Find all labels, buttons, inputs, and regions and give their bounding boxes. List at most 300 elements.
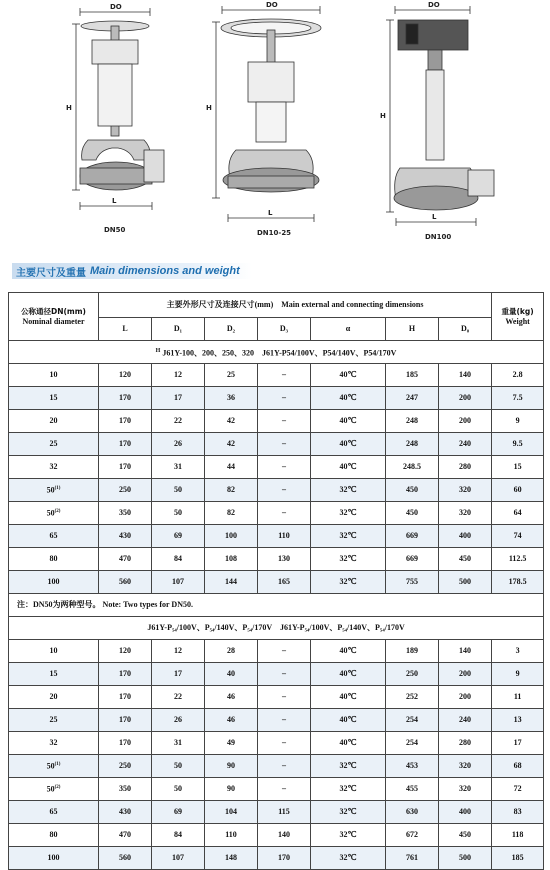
cell-value: 280 [459,462,472,471]
table-cell [99,801,152,824]
table-cell [9,502,99,525]
table-cell [99,525,152,548]
cell-value: 140 [459,646,472,655]
table-cell [439,456,492,479]
table-cell [492,663,544,686]
table-cell [311,456,386,479]
cell-value: 200 [459,692,472,701]
table-cell [9,571,99,594]
cell-value: 144 [225,577,237,586]
table-row [9,525,544,548]
cell-value: 630 [406,807,418,816]
table-row [9,801,544,824]
cell-value: 248 [406,439,418,448]
cell-footnote-mark: (1) [54,762,61,768]
table-row [9,364,544,387]
cell-value: – [282,646,286,655]
table-cell [205,709,258,732]
table-cell [152,732,205,755]
cell-value: 248.5 [403,462,421,471]
col-d2: D₂ [205,318,258,341]
table-cell [9,801,99,824]
table-row [9,732,544,755]
table-cell [152,502,205,525]
table-cell [205,364,258,387]
table-cell [152,686,205,709]
cell-value: 500 [459,577,472,586]
dim-do-label-3: DO [428,1,440,9]
table-cell [99,548,152,571]
table-cell [311,410,386,433]
table-cell [258,433,311,456]
cell-value: 254 [406,715,418,724]
cell-value: 90 [227,784,235,793]
cell-value: 17 [174,669,182,678]
table-cell [152,456,205,479]
table-cell [205,778,258,801]
table-cell [492,387,544,410]
drawing-dn10-25 [212,6,321,222]
cell-value: 430 [119,531,131,540]
cell-value: – [282,416,286,425]
table-cell [386,824,439,847]
cell-value: 240 [459,715,472,724]
table-cell [205,433,258,456]
cell-value: 178.5 [508,577,527,586]
cell-value: 65 [49,531,58,540]
table-cell [386,548,439,571]
cell-value: 669 [406,554,418,563]
table-cell [152,548,205,571]
cell-value: 120 [119,370,131,379]
table-cell [258,548,311,571]
table-cell [258,502,311,525]
cell-value: 64 [513,508,522,517]
table-cell [99,479,152,502]
table-cell [9,709,99,732]
table-cell [386,364,439,387]
table-cell [152,640,205,663]
cell-value: – [282,439,286,448]
table-cell [258,709,311,732]
table-cell [386,525,439,548]
table-cell [9,847,99,870]
col-d0: D₀ [439,318,492,341]
table-cell [99,686,152,709]
cell-value: – [282,370,286,379]
cell-value: – [282,761,286,770]
col-h: H [386,318,439,341]
table-cell [152,663,205,686]
cell-value: 50 [46,761,55,771]
table-cell [205,502,258,525]
table-cell [439,571,492,594]
table-cell [439,410,492,433]
cell-value: 15 [49,393,58,402]
cell-value: 82 [227,485,235,494]
cell-value: 3 [515,646,520,655]
section-title-bar [12,263,252,279]
table-row [9,778,544,801]
cell-value: 42 [227,439,235,448]
cell-value: – [282,485,286,494]
cell-value: 100 [225,531,237,540]
drawing-dn100 [386,6,494,226]
cell-value: 46 [227,692,235,701]
table-cell [311,824,386,847]
table-cell [492,686,544,709]
dim-h-label-2: H [206,104,212,112]
col-d1: D₁ [152,318,205,341]
table-cell [9,387,99,410]
table-cell [9,548,99,571]
table-cell [99,640,152,663]
cell-value: 672 [406,830,418,839]
table-cell [311,571,386,594]
table-row [9,410,544,433]
table-cell [311,686,386,709]
table-cell [492,525,544,548]
cell-value: 69 [174,531,182,540]
col-l: L [99,318,152,341]
cell-value: 50 [46,485,55,495]
cell-value: 450 [459,554,472,563]
table-row [9,433,544,456]
table-cell [205,755,258,778]
table-cell [9,433,99,456]
table-cell [311,364,386,387]
table-cell [152,824,205,847]
table-cell [311,709,386,732]
cell-value: 350 [119,508,131,517]
cell-value: 40℃ [339,393,357,402]
cell-value: 40℃ [339,669,357,678]
table-cell [492,732,544,755]
table-cell [439,732,492,755]
caption-dn50: DN50 [104,226,126,234]
cell-value: 20 [49,416,58,425]
table-row [9,709,544,732]
table-cell [99,709,152,732]
table-row [9,847,544,870]
table-cell [205,479,258,502]
cell-value: 669 [406,531,418,540]
cell-value: 49 [227,738,235,747]
cell-value: 118 [511,830,524,839]
table-cell [99,663,152,686]
cell-value: 40℃ [339,462,357,471]
cell-value: 32℃ [339,853,357,862]
table-cell [258,479,311,502]
cell-value: 400 [459,531,472,540]
caption-dn100: DN100 [425,233,452,241]
cell-value: 32℃ [339,784,357,793]
table-cell [258,663,311,686]
cell-value: 84 [174,830,182,839]
table-cell [152,433,205,456]
table-cell [492,847,544,870]
table-cell [311,732,386,755]
cell-value: 22 [174,416,182,425]
cell-value: 22 [174,692,182,701]
table-row [9,548,544,571]
weight-cn: 重量(kg) [501,306,534,316]
cell-value: 248 [406,416,418,425]
cell-value: 115 [278,807,290,816]
table-cell [99,824,152,847]
table-row [9,456,544,479]
cell-value: 32℃ [339,761,357,770]
table-cell [9,479,99,502]
cell-value: 107 [172,577,184,586]
cell-value: 170 [119,669,131,678]
table-cell [386,732,439,755]
table-cell [152,847,205,870]
cell-value: 40 [227,669,235,678]
table-cell [311,801,386,824]
cell-value: 108 [225,554,237,563]
weight-header [492,293,544,341]
table-cell [152,410,205,433]
cell-value: 50 [174,508,182,517]
cell-value: 100 [47,577,60,586]
table-cell [492,778,544,801]
table-cell [9,410,99,433]
table-cell [152,479,205,502]
table-cell [439,801,492,824]
table-cell [99,571,152,594]
cell-value: 112.5 [508,554,527,563]
cell-value: 9.5 [512,439,523,448]
note-text: 注：DN50为两种型号。 Note: Two types for DN50. [9,594,544,617]
cell-value: 200 [459,416,472,425]
table-cell [152,525,205,548]
dimensions-header: 主要外形尺寸及连接尺寸(mm) Main external and connecting dimensions [99,293,492,318]
table-cell [386,709,439,732]
table-row [9,824,544,847]
table-cell [9,640,99,663]
cell-value: 450 [406,485,418,494]
cell-value: 17 [513,738,522,747]
table-row [9,479,544,502]
table-cell [9,525,99,548]
table-cell [492,433,544,456]
cell-value: 450 [406,508,418,517]
table-cell [205,387,258,410]
cell-value: 7.5 [512,393,523,402]
table-cell [386,801,439,824]
cell-value: 247 [406,393,418,402]
cell-value: 320 [459,508,472,517]
cell-value: 250 [119,485,131,494]
table-cell [152,778,205,801]
table-cell [439,479,492,502]
cell-value: 72 [513,784,522,793]
cell-value: 250 [119,761,131,770]
cell-value: – [282,715,286,724]
cell-value: – [282,669,286,678]
cell-value: 32 [49,738,58,747]
table-cell [99,778,152,801]
dim-l-label-3: L [432,213,437,221]
table-cell [205,548,258,571]
table-cell [205,640,258,663]
table-cell [439,686,492,709]
block2-model-line: J61Y-P₅₄/100V、P₅₄/140V、P₅₄/170V J61Y-P₅₄/100V、P₅₄/140V、P₅₄/170V [9,617,544,640]
cell-value: 40℃ [339,646,357,655]
table-cell [9,732,99,755]
table-cell [386,410,439,433]
cell-value: 83 [513,807,522,816]
cell-value: 25 [49,715,58,724]
cell-value: – [282,784,286,793]
cell-value: – [282,738,286,747]
cell-value: 20 [49,692,58,701]
nominal-diameter-header [9,293,99,341]
table-cell [205,525,258,548]
cell-value: 90 [227,761,235,770]
dim-h-label-3: H [380,112,386,120]
table-cell [258,824,311,847]
cell-value: 400 [459,807,472,816]
cell-value: 252 [406,692,418,701]
block1-model: J61Y-100、200、250、320 J61Y-P54/100V、P54/140V、P54/170V [162,348,397,358]
weight-en: Weight [505,316,530,326]
table-cell [99,847,152,870]
cell-value: 32℃ [339,577,357,586]
table-cell [439,778,492,801]
table-cell [311,778,386,801]
cell-value: 11 [513,692,522,701]
table-cell [439,755,492,778]
table-cell [386,433,439,456]
cell-value: 2.8 [512,370,523,379]
table-cell [492,410,544,433]
cell-footnote-mark: (2) [54,785,61,791]
table-cell [152,755,205,778]
table-cell [99,410,152,433]
block1-model-line [9,341,544,364]
cell-value: 32℃ [339,485,357,494]
col-d3: D₃ [258,318,311,341]
cell-value: 170 [119,715,131,724]
cell-value: 110 [225,830,237,839]
cell-value: 69 [174,807,182,816]
table-cell [311,847,386,870]
table-cell [492,364,544,387]
cell-value: 65 [49,807,58,816]
cell-value: 28 [227,646,235,655]
cell-value: 240 [459,439,472,448]
table-cell [439,663,492,686]
table-cell [311,663,386,686]
table-cell [258,364,311,387]
cell-value: 12 [174,646,182,655]
table-cell [386,479,439,502]
cell-value: 100 [47,853,60,862]
table-cell [205,571,258,594]
cell-value: 32℃ [339,554,357,563]
table-cell [205,801,258,824]
cell-value: 50 [174,761,182,770]
table-cell [205,410,258,433]
table-cell [258,640,311,663]
table-cell [99,732,152,755]
dim-l-label-1: L [112,197,117,205]
cell-value: 320 [459,761,472,770]
cell-value: 170 [119,416,131,425]
cell-value: 31 [174,462,182,471]
table-cell [205,732,258,755]
cell-value: 10 [49,646,58,655]
table-cell [9,456,99,479]
cell-value: 80 [49,554,58,563]
table-cell [205,824,258,847]
cell-value: 50 [174,784,182,793]
table-cell [492,824,544,847]
table-cell [205,686,258,709]
cell-value: 200 [459,669,472,678]
table-cell [439,387,492,410]
dimensions-table [8,292,544,870]
table-cell [492,502,544,525]
table-cell [492,801,544,824]
cell-value: 32℃ [339,830,357,839]
table-cell [311,755,386,778]
cell-value: 31 [174,738,182,747]
cell-value: 32℃ [339,508,357,517]
cell-value: 17 [174,393,182,402]
table-cell [492,640,544,663]
table-cell [258,755,311,778]
cell-value: 32℃ [339,531,357,540]
table-cell [99,387,152,410]
table-note [9,594,544,640]
table-cell [258,778,311,801]
cell-value: 80 [49,830,58,839]
cell-value: 32 [49,462,58,471]
table-cell [9,824,99,847]
table-cell [99,364,152,387]
cell-value: 26 [174,715,182,724]
table-cell [492,755,544,778]
table-cell [205,663,258,686]
table-row [9,571,544,594]
table-cell [311,387,386,410]
cell-value: 50 [174,485,182,494]
cell-value: 68 [513,761,522,770]
table-row [9,502,544,525]
cell-value: 200 [459,393,472,402]
cell-value: 36 [227,393,235,402]
table-cell [386,663,439,686]
cell-value: 25 [227,370,235,379]
table-cell [99,456,152,479]
table-cell [311,640,386,663]
table-cell [311,479,386,502]
table-cell [205,847,258,870]
cell-value: 430 [119,807,131,816]
table-cell [311,548,386,571]
cell-value: 84 [174,554,182,563]
cell-value: 170 [119,692,131,701]
cell-value: 140 [459,370,472,379]
cell-value: 280 [459,738,472,747]
cell-value: 107 [172,853,184,862]
cell-value: 170 [278,853,290,862]
cell-value: 40℃ [339,416,357,425]
cell-value: 110 [278,531,290,540]
